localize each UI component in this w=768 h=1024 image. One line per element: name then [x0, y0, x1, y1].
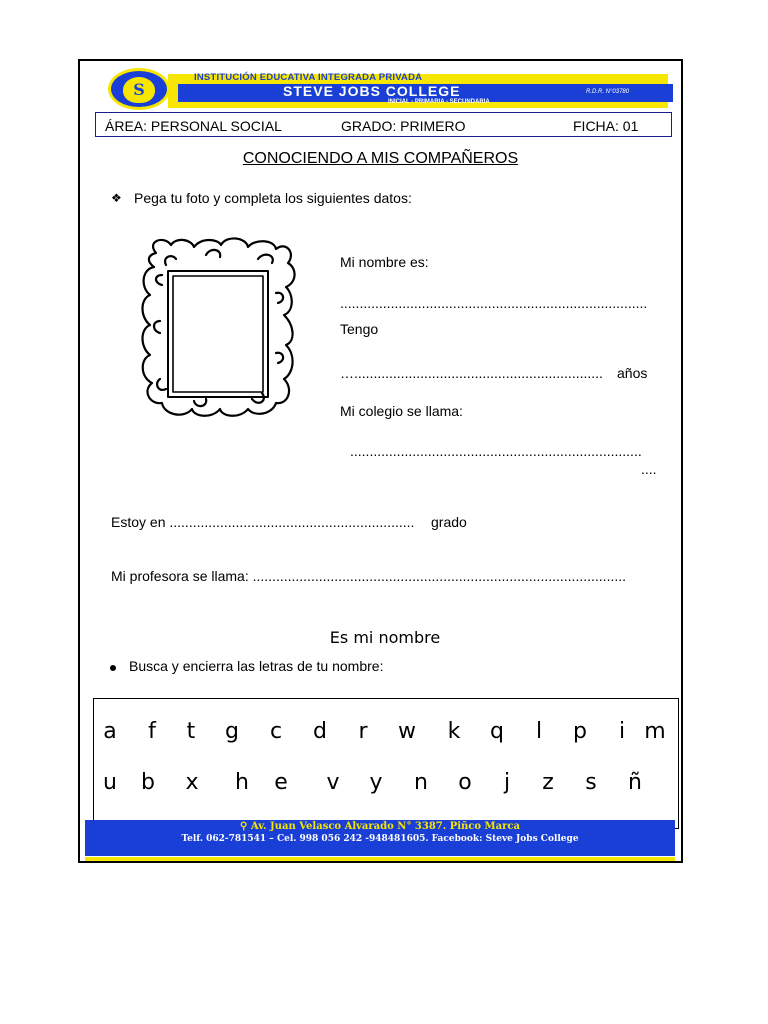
instruction-photo: Pega tu foto y completa los siguientes datos:	[134, 190, 412, 206]
profesora-line[interactable]: Mi profesora se llama: ................................................................................................	[111, 568, 627, 584]
letter-q[interactable]: q	[490, 719, 504, 744]
colegio-label: Mi colegio se llama:	[340, 403, 463, 419]
letter-d[interactable]: d	[313, 719, 327, 744]
letters-box	[93, 698, 679, 829]
letter-c[interactable]: c	[269, 719, 283, 744]
college-name: STEVE JOBS COLLEGE	[283, 83, 461, 99]
letter-m[interactable]: m	[644, 719, 666, 744]
footer-band	[85, 820, 675, 856]
letter-r[interactable]: r	[358, 719, 368, 744]
letter-o[interactable]: o	[458, 770, 472, 795]
nombre-line[interactable]: ...............................................................................	[340, 295, 648, 311]
letter-enie[interactable]: ñ	[628, 770, 642, 795]
anos-label: años	[617, 365, 648, 381]
college-logo	[108, 68, 170, 110]
institution-name: INSTITUCIÓN EDUCATIVA INTEGRADA PRIVADA	[194, 72, 423, 83]
footer-address-text: Av. Juan Velasco Alvarado N° 3387. Piñco Marca	[250, 821, 520, 832]
dot-bullet-icon	[110, 665, 116, 671]
grado-label: GRADO: PRIMERO	[341, 118, 466, 134]
letter-y[interactable]: y	[369, 770, 383, 795]
header-banner	[108, 68, 668, 110]
grado-word: grado	[431, 514, 467, 530]
letter-b[interactable]: b	[141, 770, 155, 795]
edad-line[interactable]: …................................................................	[340, 365, 603, 381]
colegio-line[interactable]: ...........................................................................	[350, 443, 642, 459]
tengo-label: Tengo	[340, 321, 379, 337]
letter-p[interactable]: p	[573, 719, 587, 744]
letter-e[interactable]: e	[274, 770, 288, 795]
footer-phones: Telf. 062-781541 – Cel. 998 056 242 -948481605. Facebook: Steve Jobs College	[181, 834, 579, 844]
letter-n[interactable]: n	[414, 770, 428, 795]
letter-z[interactable]: z	[542, 770, 554, 795]
area-label: ÁREA: PERSONAL SOCIAL	[105, 118, 282, 134]
letter-f[interactable]: f	[148, 719, 156, 744]
letter-a[interactable]: a	[103, 719, 117, 744]
footer-yellow-line	[85, 857, 675, 861]
letter-s[interactable]: s	[585, 770, 597, 795]
letter-k[interactable]: k	[447, 719, 461, 744]
letter-u[interactable]: u	[103, 770, 117, 795]
letter-i[interactable]: i	[618, 719, 626, 744]
letter-t[interactable]: t	[186, 719, 196, 744]
instruction-letters: Busca y encierra las letras de tu nombre:	[129, 658, 384, 674]
estoy-en-line[interactable]: Estoy en ...............................................................	[111, 514, 415, 530]
letter-w[interactable]: w	[398, 719, 416, 744]
worksheet-page	[78, 59, 683, 863]
logo-shield-icon: S	[123, 77, 155, 103]
letter-j[interactable]: j	[503, 770, 511, 795]
nombre-label: Mi nombre es:	[340, 254, 429, 270]
rdr-number: R.D.R. N°03780	[586, 89, 630, 95]
worksheet-title: CONOCIENDO A MIS COMPAÑEROS	[242, 150, 519, 167]
letter-v[interactable]: v	[326, 770, 340, 795]
info-row	[95, 112, 672, 137]
letter-h[interactable]: h	[235, 770, 249, 795]
letter-x[interactable]: x	[185, 770, 199, 795]
ficha-label: FICHA: 01	[573, 118, 639, 134]
college-levels: INICIAL - PRIMARIA - SECUNDARIA	[388, 99, 490, 105]
location-pin-icon: ⚲	[240, 821, 251, 832]
section-subtitle: Es mi nombre	[329, 628, 441, 647]
footer-address	[85, 821, 675, 832]
diamond-bullet-icon: ❖	[111, 191, 122, 205]
colegio-line-continuation[interactable]: ....	[641, 461, 657, 477]
letter-l[interactable]: l	[535, 719, 543, 744]
letter-g[interactable]: g	[225, 719, 239, 744]
photo-frame[interactable]	[136, 233, 302, 423]
